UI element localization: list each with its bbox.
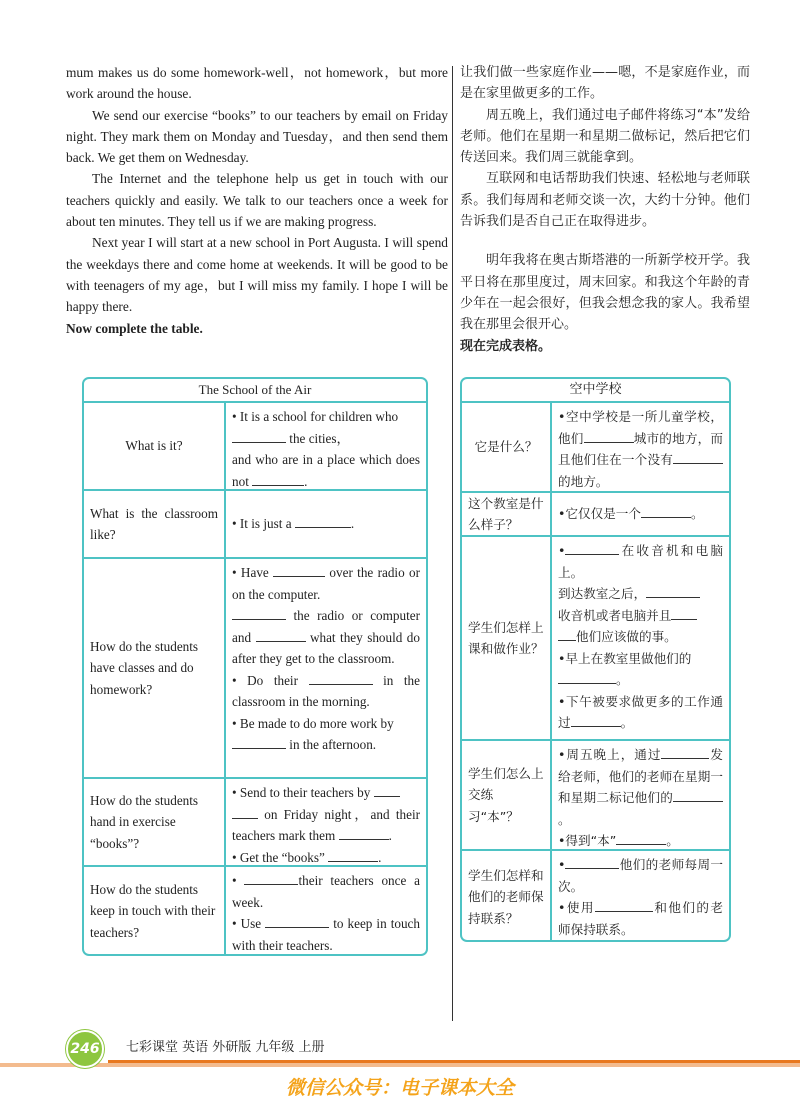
chinese-paragraph-3: 互联网和电话帮助我们快速、轻松地与老师联系。我们每周和老师交谈一次，大约十分钟。他们告诉我们是否自己正在取得进步。 [460,171,750,230]
answer-blank[interactable] [328,847,378,862]
question-cell: 它是什么？ [462,403,552,491]
answer-blank[interactable] [374,782,400,797]
table-row [462,403,729,493]
answer-blank[interactable] [244,870,298,885]
question-cell: 学生们怎样上课和做作业？ [462,537,552,739]
chinese-column [460,62,750,357]
chinese-table [460,377,731,942]
question-cell: How do the students keep in touch with their teachers? [84,867,226,955]
question-cell: How do the students hand in exercise “books”? [84,779,226,865]
answer-blank[interactable] [265,913,329,928]
chinese-table-title: 空中学校 [462,379,729,403]
answer-cell: • 在收音机和电脑上。 到达教室之后， 收音机或者电脑并且 他们应该做的事。 •早上在教室里做他们的 。 •下午被要求做更多的工作通过 。 [552,537,729,739]
table-row [84,867,426,955]
answer-blank[interactable] [571,712,621,727]
answer-blank[interactable] [673,787,723,802]
answer-blank[interactable] [584,428,634,443]
answer-blank[interactable] [232,428,286,443]
english-paragraph-3: The Internet and the telephone help us get in touch with our teachers quickly and easily. We talk to our teachers once a week for about ten minutes. They tell us if we are making progress. [66,171,448,230]
answer-cell: • their teachers once a week. • Use to keep in touch with their teachers. [226,867,426,955]
answer-blank[interactable] [273,562,325,577]
english-paragraph-4: Next year I will start at a new school in Port Augusta. I will spend the weekdays there and come home at weekends. It will be good to be with teenagers of my age，but I will miss my family. I hope I will be happy there. [66,235,448,315]
answer-blank[interactable] [558,626,576,641]
book-title: 七彩课堂 英语 外研版 九年级 上册 [126,1040,325,1055]
answer-blank[interactable] [232,605,286,620]
chinese-instruction: 现在完成表格。 [460,338,552,354]
table-row [84,559,426,779]
chinese-paragraph-1: 让我们做一些家庭作业——嗯，不是家庭作业，而是在家里做更多的工作。 [460,65,750,102]
answer-blank[interactable] [661,744,709,759]
question-cell: 这个教室是什么样子？ [462,493,552,535]
english-paragraph-1: mum makes us do some homework-well，not homework，but more work around the house. [66,65,448,102]
question-cell: What is it? [84,403,226,489]
answer-blank[interactable] [671,605,697,620]
answer-blank[interactable] [565,540,619,555]
question-cell: What is the classroom like? [84,491,226,557]
answer-cell: • It is just a . [226,491,426,557]
english-table [82,377,428,956]
answer-blank[interactable] [252,471,304,486]
answer-cell: • 他们的老师每周一次。 •使用 和他们的老师保持联系。 [552,851,729,942]
english-instruction: Now complete the table. [66,320,203,336]
answer-blank[interactable] [595,897,653,912]
answer-cell: • It is a school for children who the cities， and who are in a place which does not . [232,409,420,489]
answer-blank[interactable] [232,804,258,819]
answer-cell: •它仅仅是一个 。 [552,493,729,535]
answer-blank[interactable] [646,583,700,598]
table-row [462,741,729,851]
footer-band [0,1063,800,1067]
answer-blank[interactable] [309,670,373,685]
table-row [84,491,426,559]
column-divider [452,66,453,1021]
answer-cell: • Send to their teachers by on Friday night，and their teachers mark them . • Get the “books” . [226,779,426,865]
question-cell: 学生们怎样和他们的老师保持联系？ [462,851,552,942]
english-column [66,62,448,339]
table-row [462,851,729,942]
answer-cell: • Have over the radio or on the computer. the radio or computer and what they should do after they get to the classroom. • Do their in the classroom in the morning. • Be made to do more work by in the afternoon. [226,559,426,777]
question-cell: How do the students have classes and do homework? [84,559,226,777]
answer-cell: •空中学校是一所儿童学校，他们 城市的地方，而且他们住在一个没有的地方。 [558,409,724,489]
answer-blank[interactable] [558,669,616,684]
english-table-title: The School of the Air [84,379,426,403]
table-row [462,537,729,741]
answer-blank[interactable] [673,449,723,464]
table-row [84,403,426,491]
answer-blank[interactable] [616,830,666,845]
watermark: 微信公众号：电子课本大全 [285,1077,514,1099]
table-row [462,493,729,537]
chinese-paragraph-2: 周五晚上，我们通过电子邮件将练习“本”发给老师。他们在星期一和星期二做标记，然后把它们传送回来。我们周三就能拿到。 [460,107,750,166]
answer-blank[interactable] [256,627,306,642]
page-number: 246 [66,1030,104,1068]
answer-blank[interactable] [295,513,351,528]
english-paragraph-2: We send our exercise “books” to our teachers by email on Friday night. They mark them on Monday and Tuesday，and then send them back. We get them on Wednesday. [66,107,448,166]
chinese-paragraph-4: 明年我将在奥古斯塔港的一所新学校开学。我平日将在那里度过，周末回家。和我这个年龄的青少年在一起会很好，但我会想念我的家人。我希望我在那里会很开心。 [460,253,750,333]
question-cell: 学生们怎么上交练习“本”？ [462,741,552,849]
answer-blank[interactable] [339,825,389,840]
answer-blank[interactable] [565,854,619,869]
answer-blank[interactable] [641,503,691,518]
answer-blank[interactable] [232,734,286,749]
answer-cell: •周五晚上，通过 发给老师，他们的老师在星期一和星期二标记他们的。 •得到“本” 。 [552,741,729,849]
table-row [84,779,426,867]
